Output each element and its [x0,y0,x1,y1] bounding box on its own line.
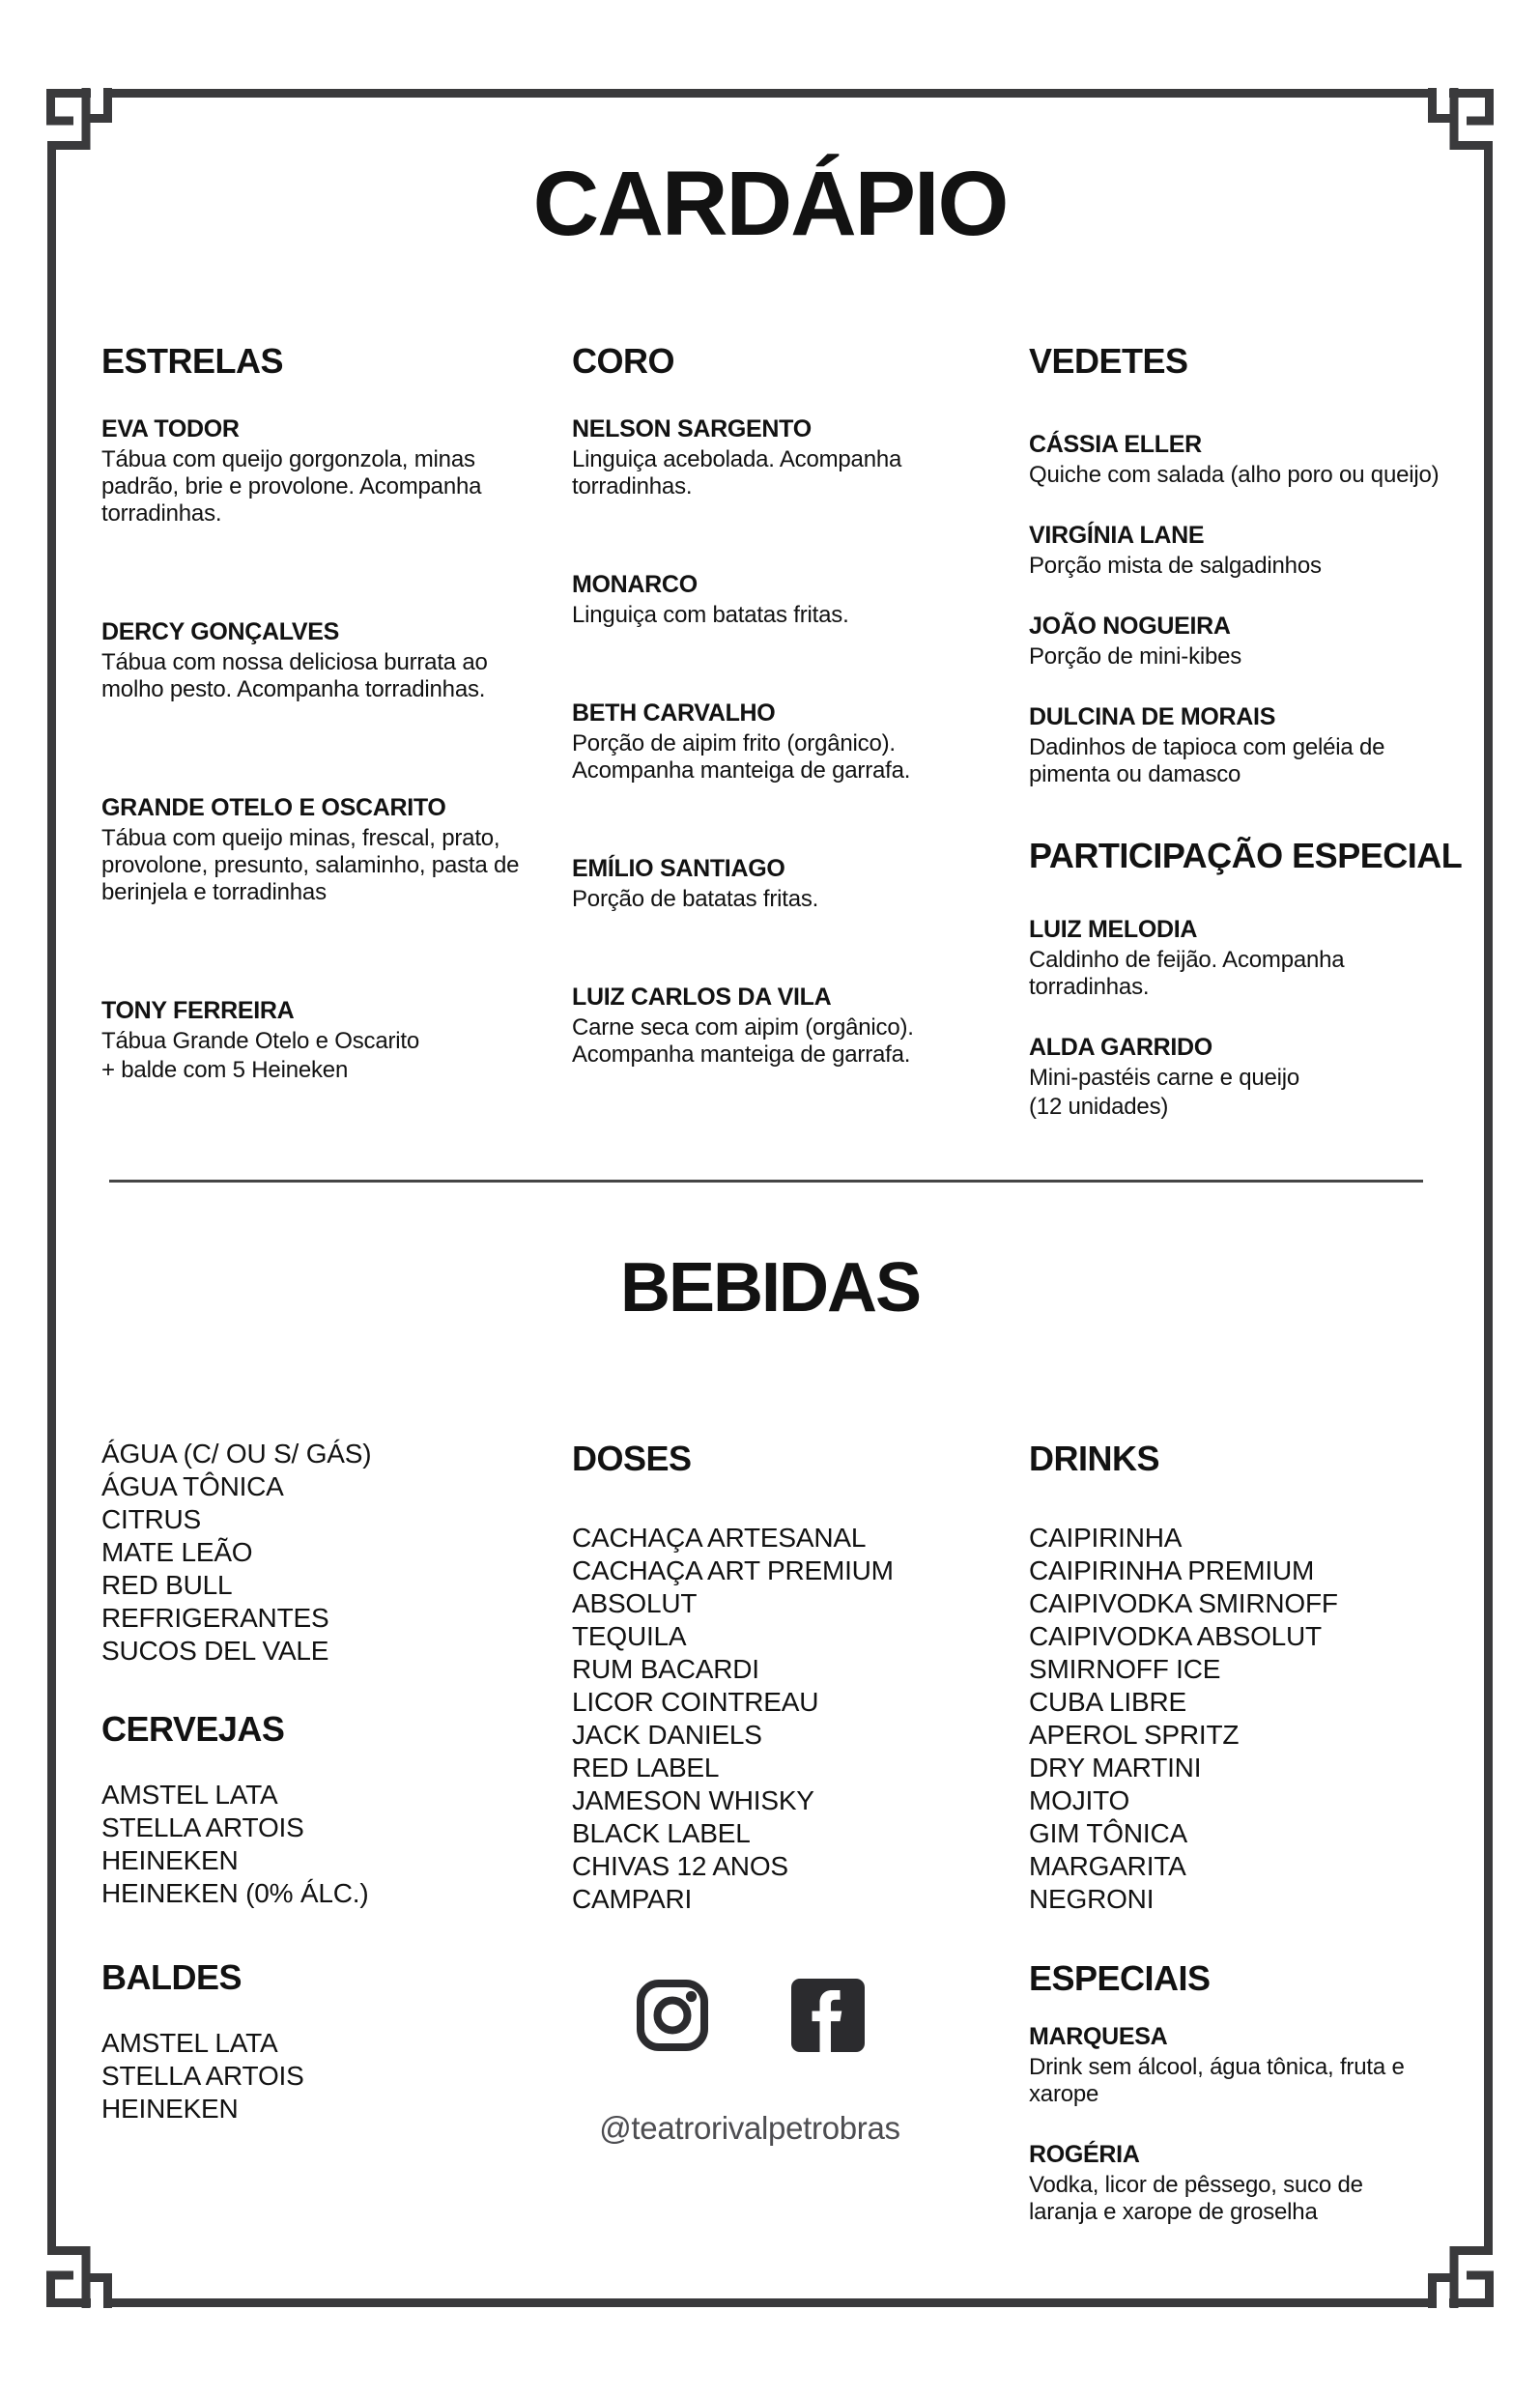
menu-item-name: GRANDE OTELO E OSCARITO [101,794,446,821]
section-header-especiais: ESPECIAIS [1029,1958,1211,1998]
menu-item-name: VIRGÍNIA LANE [1029,522,1205,549]
beverage-item: RED LABEL [572,1753,720,1783]
beverage-item: SUCOS DEL VALE [101,1636,329,1666]
beverage-item: CAMPARI [572,1884,693,1914]
menu-item [572,854,1029,913]
menu-item [101,617,572,703]
menu-item-desc: Tábua com queijo gorgonzola, minas padrão, brie e provolone. Acompanha torradinhas. [101,446,482,527]
beverage-item: ÁGUA (C/ OU S/ GÁS) [101,1439,372,1469]
menu-item [1029,2140,1439,2226]
facebook-icon [791,1979,865,2052]
food-column-estrelas [101,340,572,1174]
menu-item [572,699,1029,784]
beverage-item: CAIPIVODKA SMIRNOFF [1029,1588,1338,1618]
menu-item-name: DULCINA DE MORAIS [1029,703,1276,730]
menu-item-name: NELSON SARGENTO [572,415,812,442]
menu-item [1029,430,1462,489]
menu-item [572,570,1029,629]
beverage-item: AMSTEL LATA [101,2028,278,2058]
beverage-item: REFRIGERANTES [101,1603,329,1633]
menu-item-name: ALDA GARRIDO [1029,1034,1212,1061]
menu-item [101,793,572,906]
beverage-item: JACK DANIELS [572,1720,762,1750]
food-section [101,340,1463,1174]
section-header-doses: DOSES [572,1439,692,1478]
beverage-item: BLACK LABEL [572,1818,751,1848]
menu-item-name: LUIZ CARLOS DA VILA [572,984,832,1011]
social-block [595,1979,904,2147]
section-header-coro: CORO [572,341,674,381]
menu-item [1029,915,1462,1001]
beverage-item: HEINEKEN [101,1845,239,1875]
menu-item-desc: Drink sem álcool, água tônica, fruta e xarope [1029,2054,1405,2107]
menu-item-desc: Dadinhos de tapioca com geléia de pimenta ou damasco [1029,734,1385,787]
beverage-item: ÁGUA TÔNICA [101,1471,284,1501]
section-header-cervejas: CERVEJAS [101,1709,285,1749]
menu-item [1029,702,1462,788]
menu-item [572,983,1029,1069]
beverage-item: CUBA LIBRE [1029,1687,1186,1717]
beverage-item: HEINEKEN [101,2094,239,2124]
beverage-item: NEGRONI [1029,1884,1155,1914]
beverage-item: AMSTEL LATA [101,1780,278,1810]
menu-item-desc: Carne seca com aipim (orgânico). Acompanha manteiga de garrafa. [572,1014,914,1068]
menu-item-desc: Tábua com nossa deliciosa burrata ao molho pesto. Acompanha torradinhas. [101,649,488,702]
menu-item [101,996,572,1084]
beverage-item: TEQUILA [572,1621,687,1651]
beverage-item: ABSOLUT [572,1588,698,1618]
menu-item-desc: Tábua Grande Otelo e Oscarito [101,1028,420,1054]
section-header-estrelas: ESTRELAS [101,341,284,381]
menu-item-name: JOÃO NOGUEIRA [1029,613,1231,640]
bebidas-title: BEBIDAS [619,1249,921,1326]
menu-item [1029,521,1462,580]
beverage-item: DRY MARTINI [1029,1753,1202,1783]
menu-item-desc: + balde com 5 Heineken [101,1057,349,1083]
menu-item [572,414,1029,500]
beverage-item: MARGARITA [1029,1851,1186,1881]
menu-item-name: EVA TODOR [101,415,240,442]
menu-item [101,414,572,528]
menu-item-name: DERCY GONÇALVES [101,618,340,645]
social-handle: @teatrorivalpetrobras [599,2110,900,2146]
beverage-item: CAIPIRINHA [1029,1523,1183,1553]
menu-item-name: MARQUESA [1029,2023,1168,2050]
beverage-item: STELLA ARTOIS [101,1812,304,1842]
beverage-item: MOJITO [1029,1785,1130,1815]
beverage-item: CACHAÇA ART PREMIUM [572,1555,894,1585]
beverage-item: CITRUS [101,1504,202,1534]
menu-item-desc: Linguiça com batatas fritas. [572,602,849,628]
menu-item-desc: Quiche com salada (alho poro ou queijo) [1029,462,1440,488]
menu-item [1029,2022,1439,2108]
beverage-item: CACHAÇA ARTESANAL [572,1523,867,1553]
menu-item-desc: Mini-pastéis carne e queijo [1029,1065,1300,1091]
menu-item-desc: Tábua com queijo minas, frescal, prato, provolone, presunto, salaminho, pasta de berinjela e torradinhas [101,825,520,905]
menu-item-desc: Linguiça acebolada. Acompanha torradinhas. [572,446,902,499]
menu-item-desc: (12 unidades) [1029,1094,1169,1120]
menu-item-name: BETH CARVALHO [572,699,776,727]
beverage-item: HEINEKEN (0% ÁLC.) [101,1878,369,1908]
instagram-icon [636,1979,709,2052]
food-column-coro [572,340,1029,1174]
beverage-item: CAIPIRINHA PREMIUM [1029,1555,1315,1585]
bev-column-drinks [1029,1438,1439,2258]
menu-item-name: MONARCO [572,571,698,598]
menu-item-desc: Porção mista de salgadinhos [1029,553,1322,579]
menu-item-name: LUIZ MELODIA [1029,916,1198,943]
section-header-drinks: DRINKS [1029,1439,1160,1478]
menu-item-name: CÁSSIA ELLER [1029,431,1202,458]
beverage-item: RED BULL [101,1570,233,1600]
bev-column-left [101,1438,572,2258]
section-header-participacao-especial: PARTICIPAÇÃO ESPECIAL [1029,836,1463,875]
section-header-baldes: BALDES [101,1957,242,1997]
menu-item-name: TONY FERREIRA [101,997,295,1024]
beverage-item: APEROL SPRITZ [1029,1720,1240,1750]
page-title: CARDÁPIO [532,153,1008,255]
beverage-item: CHIVAS 12 ANOS [572,1851,788,1881]
beverage-item: STELLA ARTOIS [101,2061,304,2091]
beverage-item: LICOR COINTREAU [572,1687,819,1717]
section-header-vedetes: VEDETES [1029,341,1188,381]
beverage-item: RUM BACARDI [572,1654,759,1684]
menu-item-desc: Porção de mini-kibes [1029,643,1242,670]
social-icons-row [636,1979,865,2052]
beverage-item: CAIPIVODKA ABSOLUT [1029,1621,1322,1651]
menu-item-desc: Porção de batatas fritas. [572,886,819,912]
food-column-vedetes [1029,340,1462,1174]
menu-item [1029,612,1462,670]
section-divider [109,1180,1423,1183]
menu-item-desc: Vodka, licor de pêssego, suco de laranja e xarope de groselha [1029,2172,1363,2225]
beverage-item: GIM TÔNICA [1029,1818,1187,1848]
menu-item [1029,1033,1462,1121]
menu-item-name: ROGÉRIA [1029,2141,1140,2168]
menu-item-name: EMÍLIO SANTIAGO [572,855,785,882]
menu-item-desc: Porção de aipim frito (orgânico). Acompanha manteiga de garrafa. [572,730,911,784]
beverage-item: SMIRNOFF ICE [1029,1654,1221,1684]
menu-item-desc: Caldinho de feijão. Acompanha torradinhas. [1029,947,1345,1000]
beverage-item: JAMESON WHISKY [572,1785,814,1815]
beverage-item: MATE LEÃO [101,1537,253,1567]
